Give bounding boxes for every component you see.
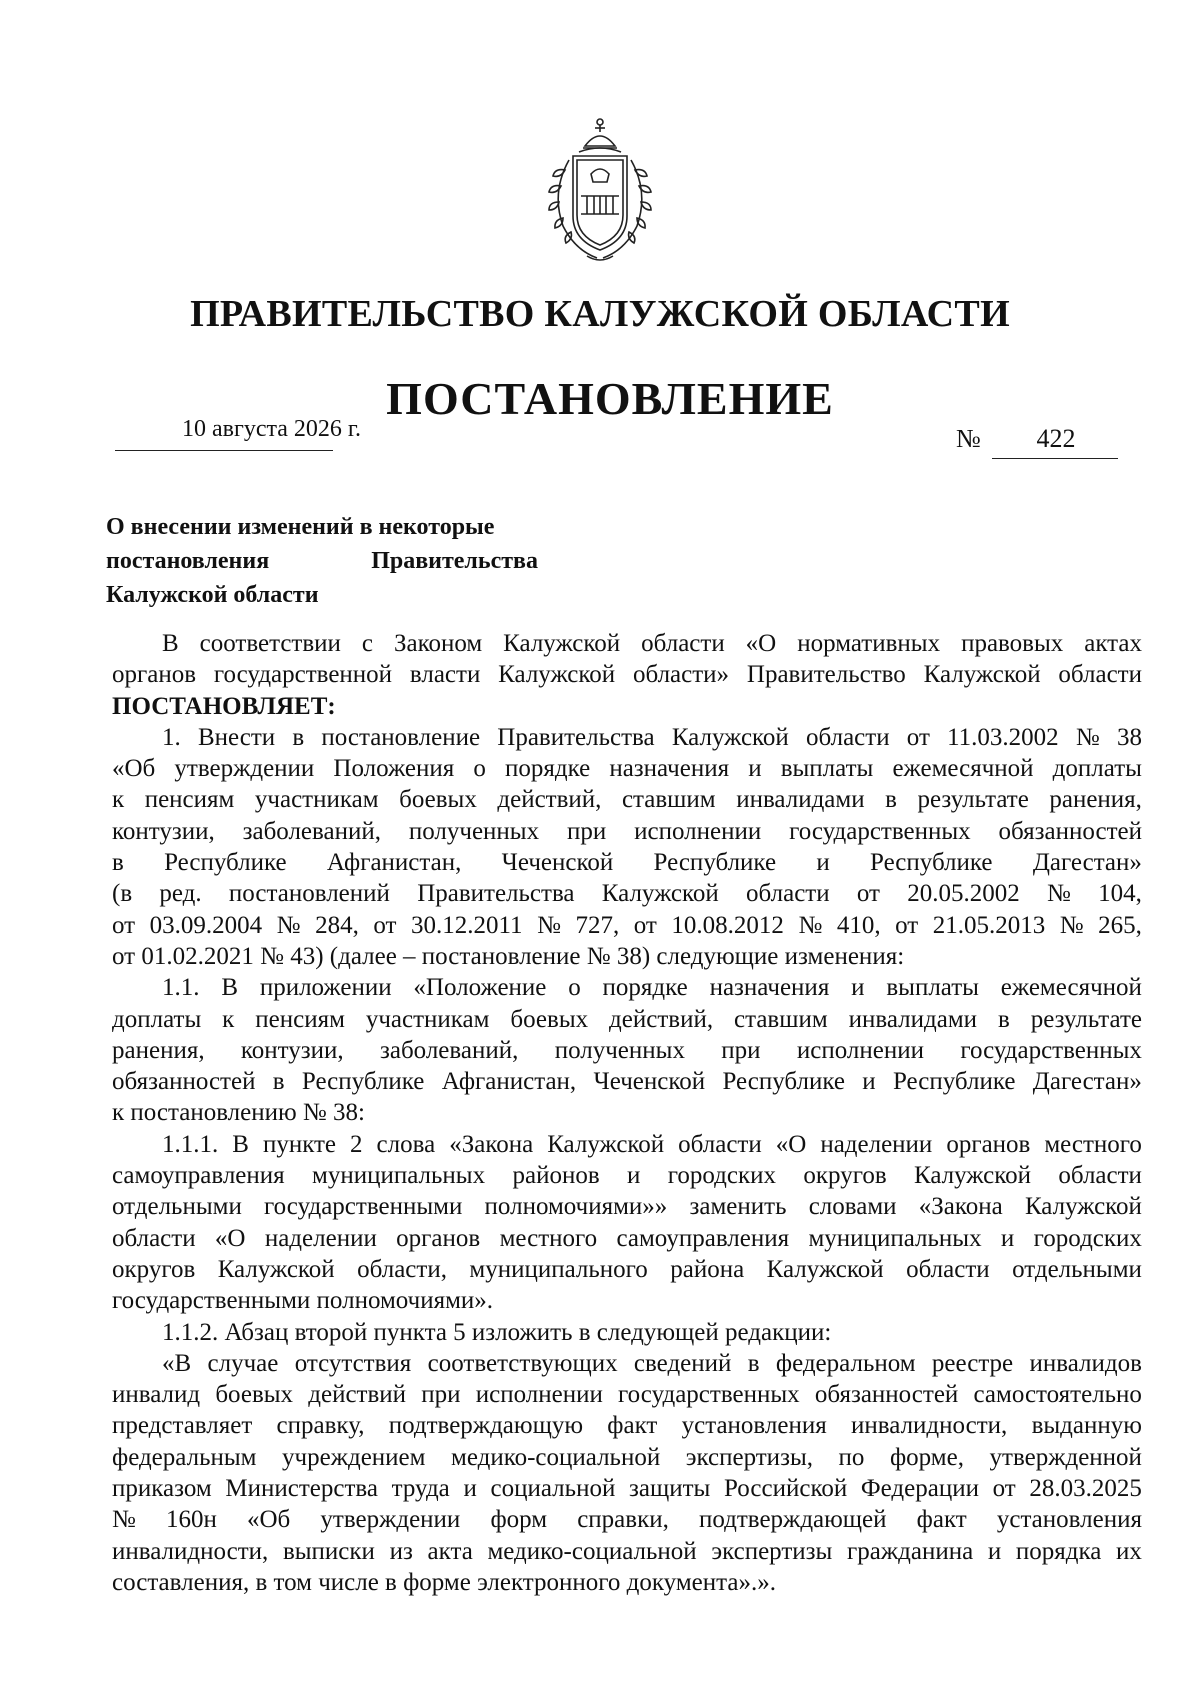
body-word: постановлений bbox=[228, 880, 390, 908]
body-word: наделении bbox=[264, 1224, 377, 1252]
body-word: исполнении bbox=[634, 817, 762, 845]
body-line bbox=[112, 659, 1142, 690]
body-word: 265, bbox=[1098, 911, 1142, 939]
body-word: № bbox=[537, 911, 561, 939]
date-underline bbox=[115, 450, 333, 451]
body-word: и bbox=[816, 849, 830, 877]
body-line bbox=[112, 753, 1142, 784]
body-line bbox=[112, 1004, 1142, 1035]
body-word: представляет bbox=[112, 1412, 253, 1440]
body-word: Правительство bbox=[746, 661, 906, 689]
body-word: факт bbox=[607, 1412, 658, 1440]
body-word: от bbox=[633, 911, 657, 939]
body-word: о bbox=[473, 755, 486, 783]
body-word: инвалидами bbox=[848, 1005, 978, 1033]
body-word: с bbox=[361, 630, 373, 657]
body-word: экспертизы, bbox=[685, 1443, 813, 1471]
document-date: 10 августа 2026 г. bbox=[182, 416, 362, 442]
body-word: Калужской bbox=[503, 630, 621, 657]
body-word: выплаты bbox=[886, 974, 979, 1002]
body-word: ставшим bbox=[734, 1005, 828, 1033]
body-word: их bbox=[1116, 1537, 1142, 1565]
body-word: «О bbox=[745, 630, 777, 657]
body-line bbox=[112, 1348, 1142, 1379]
body-word: Министерства bbox=[225, 1475, 378, 1503]
body-word: защиты bbox=[629, 1475, 711, 1503]
body-word: городских bbox=[1033, 1224, 1142, 1252]
body-word: 160н bbox=[165, 1506, 217, 1534]
document-body bbox=[112, 628, 1142, 1598]
body-word: района bbox=[670, 1255, 745, 1283]
body-word: органов bbox=[396, 1224, 481, 1252]
body-word: и bbox=[851, 974, 865, 1002]
body-word: «Закона bbox=[449, 1130, 534, 1158]
body-word: округов bbox=[112, 1255, 196, 1283]
body-word: случае bbox=[207, 1349, 279, 1377]
body-word: инвалидности, bbox=[851, 1412, 1008, 1440]
body-word: области, bbox=[357, 1255, 447, 1283]
body-word: Республике bbox=[301, 1068, 425, 1096]
body-word: полномочиями»» bbox=[484, 1193, 668, 1221]
body-word: «Об bbox=[112, 755, 156, 783]
body-word: исполнении bbox=[796, 1036, 924, 1064]
body-word: Чеченской bbox=[593, 1068, 706, 1096]
body-line bbox=[112, 1035, 1142, 1066]
body-word: ставшим bbox=[621, 786, 716, 814]
body-line: 1.1.2. Абзац второй пункта 5 изложить в следующей редакции: bbox=[162, 1318, 832, 1346]
body-word: утверждении bbox=[174, 755, 315, 783]
body-line bbox=[112, 1536, 1142, 1567]
body-word: инвалидов bbox=[1029, 1349, 1142, 1377]
body-word: контузии, bbox=[112, 817, 215, 845]
body-word: заболеваний, bbox=[379, 1036, 519, 1064]
body-word: и bbox=[627, 1162, 641, 1190]
body-word: обязанностей bbox=[998, 817, 1142, 845]
body-line bbox=[112, 1066, 1142, 1097]
body-word: соответствующих bbox=[427, 1349, 618, 1377]
body-word: 1.1.1. bbox=[162, 1130, 219, 1158]
body-word: Правительства bbox=[497, 723, 655, 751]
body-word: постановление bbox=[321, 723, 481, 751]
body-word: «Об bbox=[247, 1506, 291, 1534]
number-sign: № bbox=[956, 424, 981, 453]
body-word: в bbox=[292, 723, 305, 751]
body-word: полученных bbox=[554, 1036, 685, 1064]
body-word: области bbox=[906, 1255, 990, 1283]
body-word: действий, bbox=[609, 1005, 714, 1033]
body-word: Калужской bbox=[671, 723, 789, 751]
body-word: факт bbox=[916, 1506, 967, 1534]
body-line bbox=[112, 1504, 1142, 1535]
body-word: из bbox=[389, 1537, 413, 1565]
body-word: порядка bbox=[1015, 1537, 1102, 1565]
body-word: Республике bbox=[653, 849, 777, 877]
body-word: власти bbox=[409, 661, 481, 689]
body-word: обязанностей bbox=[814, 1381, 959, 1409]
body-line bbox=[112, 1191, 1142, 1222]
body-word: 10.08.2012 bbox=[671, 911, 784, 939]
body-word: области bbox=[112, 1224, 196, 1252]
body-word: от bbox=[112, 911, 136, 939]
body-word: области bbox=[678, 1130, 762, 1158]
body-word: местного bbox=[499, 1224, 598, 1252]
body-word: от bbox=[906, 723, 930, 751]
number-underline bbox=[992, 458, 1118, 459]
body-word: Положения bbox=[333, 755, 455, 783]
body-word: Калужской bbox=[1024, 1193, 1142, 1221]
body-word: выданную bbox=[1031, 1412, 1142, 1440]
body-line: составления, в том числе в форме электронного документа».». bbox=[112, 1568, 776, 1596]
body-word: от bbox=[856, 880, 880, 908]
body-word: 727, bbox=[575, 911, 620, 939]
body-word: № bbox=[1059, 911, 1084, 939]
body-word: ранения, bbox=[112, 1036, 205, 1064]
body-word: результате bbox=[1030, 1005, 1142, 1033]
body-line bbox=[112, 1379, 1142, 1410]
body-word: № bbox=[112, 1506, 136, 1534]
body-word: труда bbox=[391, 1475, 450, 1503]
body-word: самостоятельно bbox=[973, 1381, 1142, 1409]
body-word: 2 bbox=[350, 1130, 363, 1158]
body-word: участникам bbox=[254, 786, 379, 814]
body-word: установления bbox=[681, 1412, 827, 1440]
body-word: порядке bbox=[505, 755, 591, 783]
body-word: самоуправления bbox=[616, 1224, 790, 1252]
body-word: ежемесячной bbox=[892, 755, 1034, 783]
body-word: самоуправления bbox=[112, 1162, 285, 1190]
body-word: государственных bbox=[789, 817, 971, 845]
body-word: сведений bbox=[633, 1349, 732, 1377]
body-line bbox=[112, 1129, 1142, 1160]
body-word: органов bbox=[946, 1130, 1031, 1158]
body-word: актах bbox=[1084, 630, 1142, 657]
body-word: В bbox=[232, 1130, 249, 1158]
body-word: 30.12.2011 bbox=[410, 911, 523, 939]
body-word: в bbox=[272, 1068, 285, 1096]
body-word: полученных bbox=[408, 817, 540, 845]
body-word: о bbox=[568, 974, 581, 1002]
body-word: порядке bbox=[602, 974, 688, 1002]
body-word: учреждением bbox=[282, 1443, 426, 1471]
body-line: от 01.02.2021 № 43) (далее – постановление № 38) следующие изменения: bbox=[112, 942, 905, 970]
coat-of-arms-emblem bbox=[537, 108, 663, 266]
body-word: Калужской bbox=[914, 1162, 1031, 1190]
body-line bbox=[112, 1442, 1142, 1473]
body-word: отдельными bbox=[1012, 1255, 1142, 1283]
document-subject bbox=[106, 510, 538, 612]
organization-title: ПРАВИТЕЛЬСТВО КАЛУЖСКОЙ ОБЛАСТИ bbox=[190, 293, 1010, 335]
body-word: 11.03.2002 bbox=[947, 723, 1059, 751]
body-word: наделении bbox=[820, 1130, 933, 1158]
body-word: № bbox=[798, 911, 823, 939]
body-word: органов bbox=[112, 661, 197, 689]
body-word: от bbox=[373, 911, 397, 939]
body-word: Дагестан» bbox=[1032, 849, 1142, 877]
body-word: муниципального bbox=[469, 1255, 648, 1283]
body-word: государственной bbox=[213, 661, 393, 689]
body-word: федеральном bbox=[775, 1349, 916, 1377]
body-word: ред. bbox=[159, 880, 202, 908]
body-word: 20.05.2002 bbox=[907, 880, 1020, 908]
body-word: 1.1. bbox=[162, 974, 200, 1002]
body-word: и bbox=[463, 1475, 477, 1503]
body-word: инвалидности, bbox=[112, 1537, 269, 1565]
body-line bbox=[112, 1254, 1142, 1285]
body-word: и bbox=[1000, 1224, 1015, 1252]
body-word: в bbox=[885, 786, 897, 814]
document-date-field bbox=[115, 416, 362, 456]
body-word: муниципальных bbox=[312, 1162, 486, 1190]
body-word: установления bbox=[996, 1506, 1142, 1534]
body-word: заболеваний, bbox=[242, 817, 381, 845]
body-line bbox=[112, 1160, 1142, 1191]
body-word: округов bbox=[803, 1162, 887, 1190]
body-word: медико-социальной bbox=[487, 1537, 697, 1565]
body-word: подтверждающей bbox=[698, 1506, 887, 1534]
body-word: в bbox=[997, 1005, 1010, 1033]
body-word: пенсиям bbox=[144, 786, 235, 814]
body-word: нормативных bbox=[797, 630, 941, 657]
body-word: Афганистан, bbox=[441, 1068, 577, 1096]
body-word: районов bbox=[512, 1162, 600, 1190]
body-word: государственных bbox=[960, 1036, 1142, 1064]
body-word: утвержденной bbox=[989, 1443, 1142, 1471]
body-word: 21.05.2013 bbox=[932, 911, 1046, 939]
body-line bbox=[112, 784, 1142, 815]
document-type-heading: ПОСТАНОВЛЕНИЕ bbox=[386, 373, 834, 424]
subject-line bbox=[106, 544, 538, 578]
body-word: форм bbox=[490, 1506, 548, 1534]
body-word: от bbox=[895, 911, 919, 939]
body-word: В bbox=[221, 974, 238, 1002]
body-word: доплаты bbox=[1052, 755, 1142, 783]
resolution-keyword: ПОСТАНОВЛЯЕТ: bbox=[112, 692, 336, 720]
body-word: «О bbox=[214, 1224, 246, 1252]
body-word: боевых bbox=[215, 1381, 294, 1409]
body-word: медико-социальной bbox=[451, 1443, 661, 1471]
body-word: боевых bbox=[399, 786, 477, 814]
body-word: в bbox=[747, 1349, 760, 1377]
body-word: исполнении bbox=[475, 1381, 603, 1409]
body-line bbox=[112, 972, 1142, 1003]
body-word: к bbox=[112, 786, 125, 814]
body-word: гражданина bbox=[847, 1537, 974, 1565]
body-word: области» bbox=[632, 661, 730, 689]
body-word: контузии, bbox=[240, 1036, 344, 1064]
body-word: Калужской bbox=[766, 1255, 884, 1283]
body-word: области bbox=[746, 880, 830, 908]
body-line bbox=[112, 816, 1142, 847]
body-word: государственными bbox=[264, 1193, 463, 1221]
body-word: пенсиям bbox=[255, 1005, 345, 1033]
subject-word: Правительства bbox=[371, 548, 538, 574]
body-word: экспертизы bbox=[711, 1537, 833, 1565]
body-word: Калужской bbox=[547, 1130, 665, 1158]
body-word: области bbox=[1058, 1162, 1142, 1190]
body-line bbox=[112, 910, 1142, 941]
body-word: от bbox=[992, 1475, 1016, 1503]
subject-line: О внесении изменений в некоторые bbox=[106, 514, 495, 540]
body-word: государственных bbox=[618, 1381, 800, 1409]
document-number-field bbox=[956, 424, 1118, 464]
body-word: муниципальных bbox=[808, 1224, 982, 1252]
body-word: отсутствия bbox=[294, 1349, 412, 1377]
body-word: выписки bbox=[282, 1537, 375, 1565]
document-number: 422 bbox=[1036, 424, 1076, 453]
body-word: правовых bbox=[961, 630, 1064, 657]
body-word: Законом bbox=[393, 630, 483, 657]
body-word: Федерации bbox=[860, 1475, 979, 1503]
body-word: боевых bbox=[510, 1005, 589, 1033]
body-word: 410, bbox=[836, 911, 881, 939]
body-word: справку, bbox=[276, 1412, 365, 1440]
body-word: области bbox=[641, 630, 725, 657]
subject-word: постановления bbox=[106, 548, 270, 574]
body-word: инвалид bbox=[112, 1381, 201, 1409]
body-word: заменить bbox=[689, 1193, 787, 1221]
body-word: Правительства bbox=[417, 880, 575, 908]
body-word: соответствии bbox=[199, 630, 341, 657]
body-word: при bbox=[421, 1381, 461, 1409]
body-line bbox=[112, 1473, 1142, 1504]
body-word: городских bbox=[667, 1162, 777, 1190]
body-word: № bbox=[1075, 723, 1100, 751]
body-word: Республике bbox=[164, 849, 287, 877]
body-word: Внести bbox=[197, 723, 276, 751]
body-word: Афганистан, bbox=[326, 849, 462, 877]
body-word: 03.09.2004 bbox=[149, 911, 263, 939]
body-word: приложении bbox=[259, 974, 392, 1002]
body-word: выплаты bbox=[780, 755, 874, 783]
body-word: при bbox=[721, 1036, 761, 1064]
body-word: назначения bbox=[609, 755, 730, 783]
body-line bbox=[112, 1410, 1142, 1441]
body-word: к bbox=[222, 1005, 235, 1033]
body-word: Республике bbox=[722, 1068, 845, 1096]
body-word: отдельными bbox=[112, 1193, 242, 1221]
body-word: социальной bbox=[490, 1475, 616, 1503]
body-word: и bbox=[987, 1537, 1002, 1565]
body-line: государственными полномочиями». bbox=[112, 1287, 494, 1315]
body-word: результате bbox=[917, 786, 1029, 814]
body-word: «В bbox=[162, 1349, 192, 1377]
body-word: Республике bbox=[892, 1068, 1016, 1096]
body-word: № bbox=[276, 911, 301, 939]
body-word: Республике bbox=[870, 849, 993, 877]
body-line bbox=[112, 847, 1142, 878]
body-word: по bbox=[838, 1443, 865, 1471]
body-word: Чеченской bbox=[501, 849, 614, 877]
body-word: ранения, bbox=[1049, 786, 1142, 814]
body-word: 28.03.2025 bbox=[1029, 1475, 1142, 1503]
body-word: 104, bbox=[1098, 880, 1142, 908]
body-word: действий bbox=[308, 1381, 407, 1409]
body-word: действий, bbox=[497, 786, 602, 814]
body-word: Российской bbox=[724, 1475, 848, 1503]
body-line bbox=[112, 722, 1142, 753]
body-word: утверждении bbox=[320, 1506, 461, 1534]
body-word: Дагестан» bbox=[1032, 1068, 1142, 1096]
body-word: местного bbox=[1044, 1130, 1142, 1158]
body-line bbox=[112, 628, 1142, 659]
body-word: инвалидами bbox=[736, 786, 865, 814]
body-word: словами bbox=[808, 1193, 897, 1221]
body-word: пункте bbox=[262, 1130, 337, 1158]
body-word: справки, bbox=[577, 1506, 669, 1534]
body-word: «О bbox=[775, 1130, 807, 1158]
body-word: участникам bbox=[365, 1005, 490, 1033]
body-word: слова bbox=[376, 1130, 436, 1158]
body-word: при bbox=[566, 817, 607, 845]
body-line bbox=[112, 878, 1142, 909]
body-word: области bbox=[1058, 661, 1142, 689]
body-line bbox=[112, 1223, 1142, 1254]
body-word: «Положение bbox=[413, 974, 547, 1002]
body-word: «Закона bbox=[918, 1193, 1003, 1221]
body-word: федеральным bbox=[112, 1443, 257, 1471]
body-word: и bbox=[862, 1068, 876, 1096]
body-word: Калужской bbox=[498, 661, 616, 689]
body-word: приказом bbox=[112, 1475, 212, 1503]
body-word: Калужской bbox=[217, 1255, 335, 1283]
body-word: 38 bbox=[1116, 723, 1142, 751]
body-word: доплаты bbox=[112, 1005, 202, 1033]
body-word: Калужской bbox=[923, 661, 1041, 689]
body-word: форме, bbox=[889, 1443, 964, 1471]
body-line: к постановлению № 38: bbox=[112, 1099, 365, 1127]
subject-line: Калужской области bbox=[106, 582, 319, 608]
body-word: области bbox=[806, 723, 890, 751]
body-word: 1. bbox=[162, 723, 181, 751]
body-word: назначения bbox=[709, 974, 830, 1002]
body-word: подтверждающую bbox=[388, 1412, 584, 1440]
body-word: 284, bbox=[315, 911, 359, 939]
body-word: (в bbox=[112, 880, 133, 908]
body-word: ежемесячной bbox=[1000, 974, 1142, 1002]
body-word: акта bbox=[427, 1537, 473, 1565]
body-word: обязанностей bbox=[112, 1068, 256, 1096]
body-word: и bbox=[748, 755, 762, 783]
body-word: № bbox=[1047, 880, 1071, 908]
body-word: в bbox=[112, 849, 124, 877]
body-word: реестре bbox=[931, 1349, 1014, 1377]
body-word: Калужской bbox=[601, 880, 719, 908]
body-word: В bbox=[162, 630, 179, 657]
